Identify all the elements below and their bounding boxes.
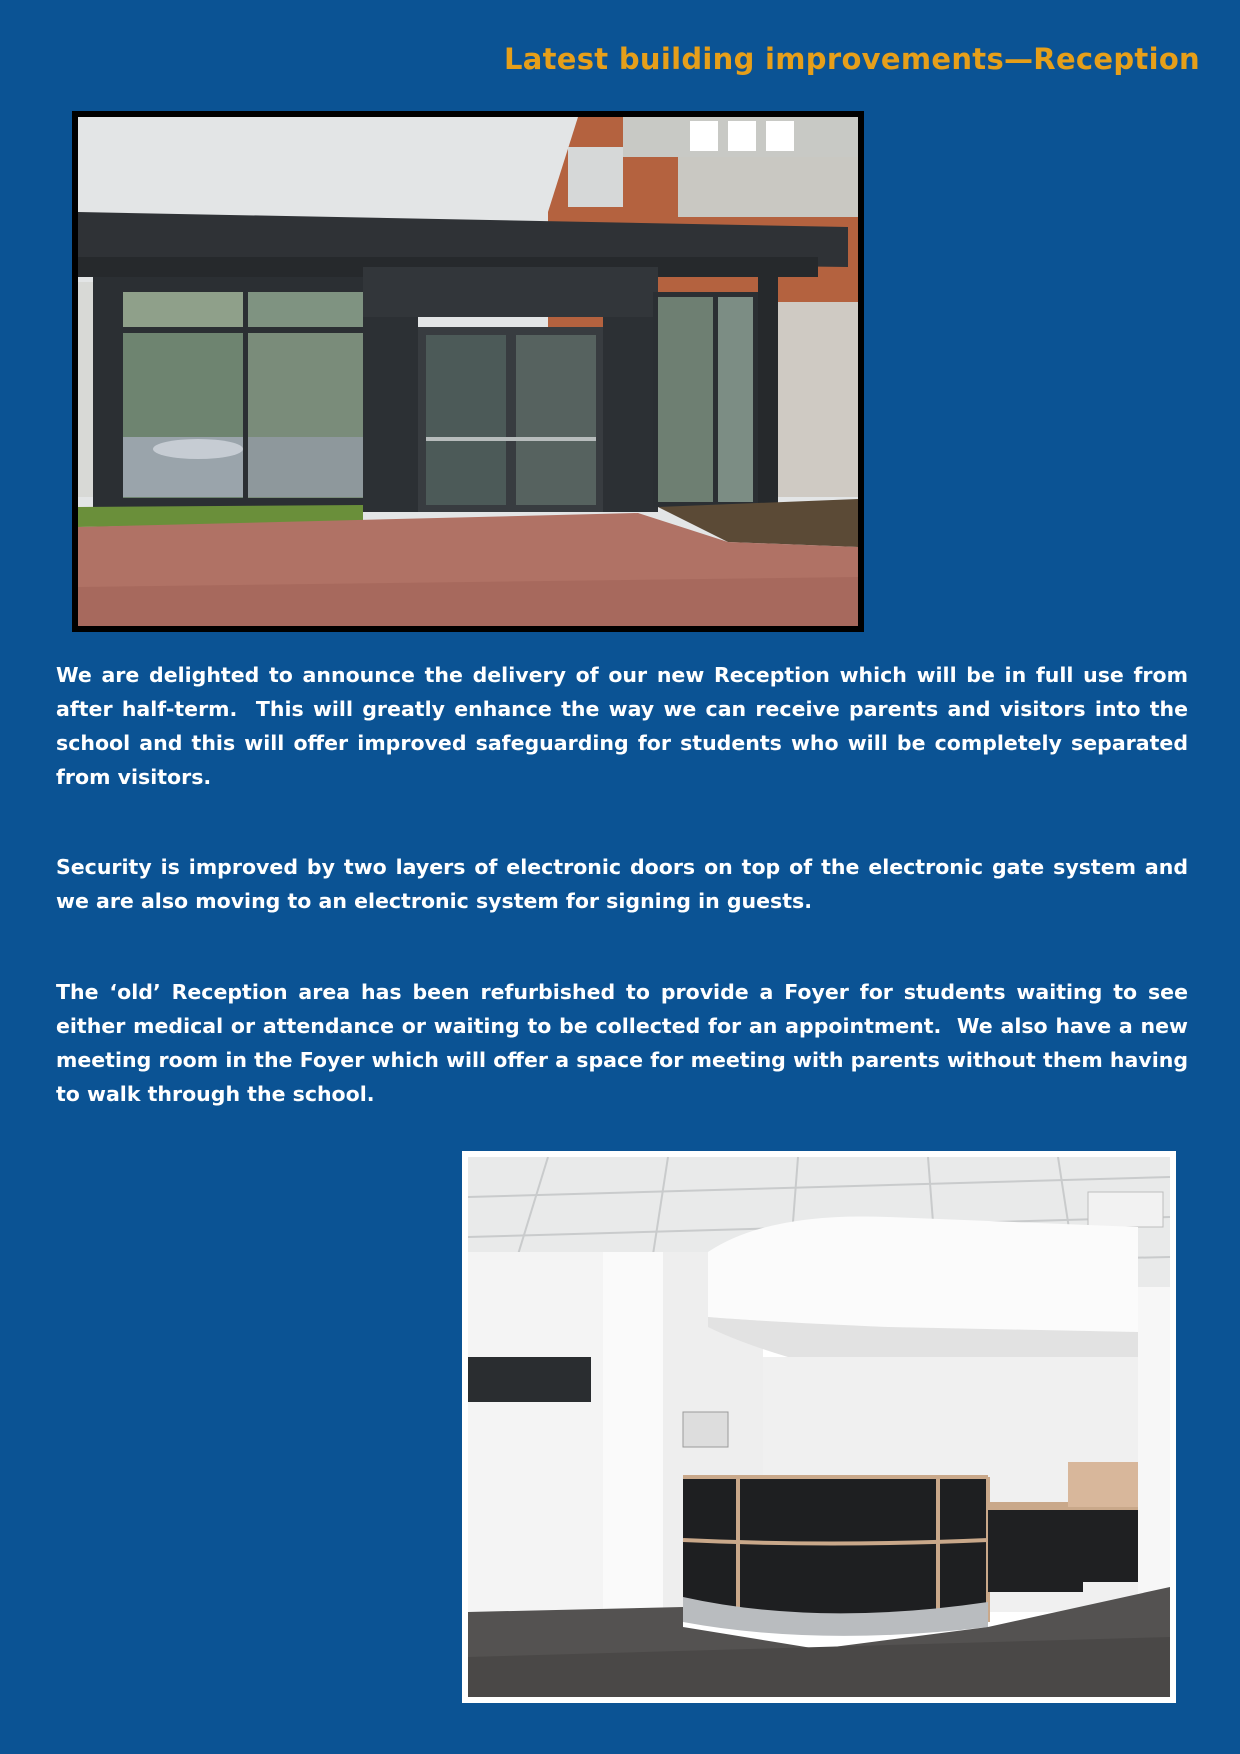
reception-interior-photo xyxy=(462,1151,1176,1703)
reception-exterior-photo xyxy=(72,111,864,632)
foyer-paragraph: The ‘old’ Reception area has been refurbished to provide a Foyer for students waiting to see either medical or attendance or waiting to be collected for an appointment. We also have a new meeting room in the Foyer which will offer a space for meeting with parents without them having to walk through the school. xyxy=(56,980,1196,1106)
announcement-paragraph: We are delighted to announce the delivery of our new Reception which will be in full use from after half-term. This will greatly enhance the way we can receive parents and visitors into the school and this will offer improved safeguarding for students who will be completely separated from visitors. xyxy=(56,663,1196,789)
reception-exterior-image xyxy=(78,117,858,626)
reception-interior-image xyxy=(468,1157,1170,1697)
security-paragraph: Security is improved by two layers of electronic doors on top of the electronic gate system and we are also moving to an electronic system for signing in guests. xyxy=(56,855,1196,913)
page-title: Latest building improvements—Reception xyxy=(503,42,1200,76)
